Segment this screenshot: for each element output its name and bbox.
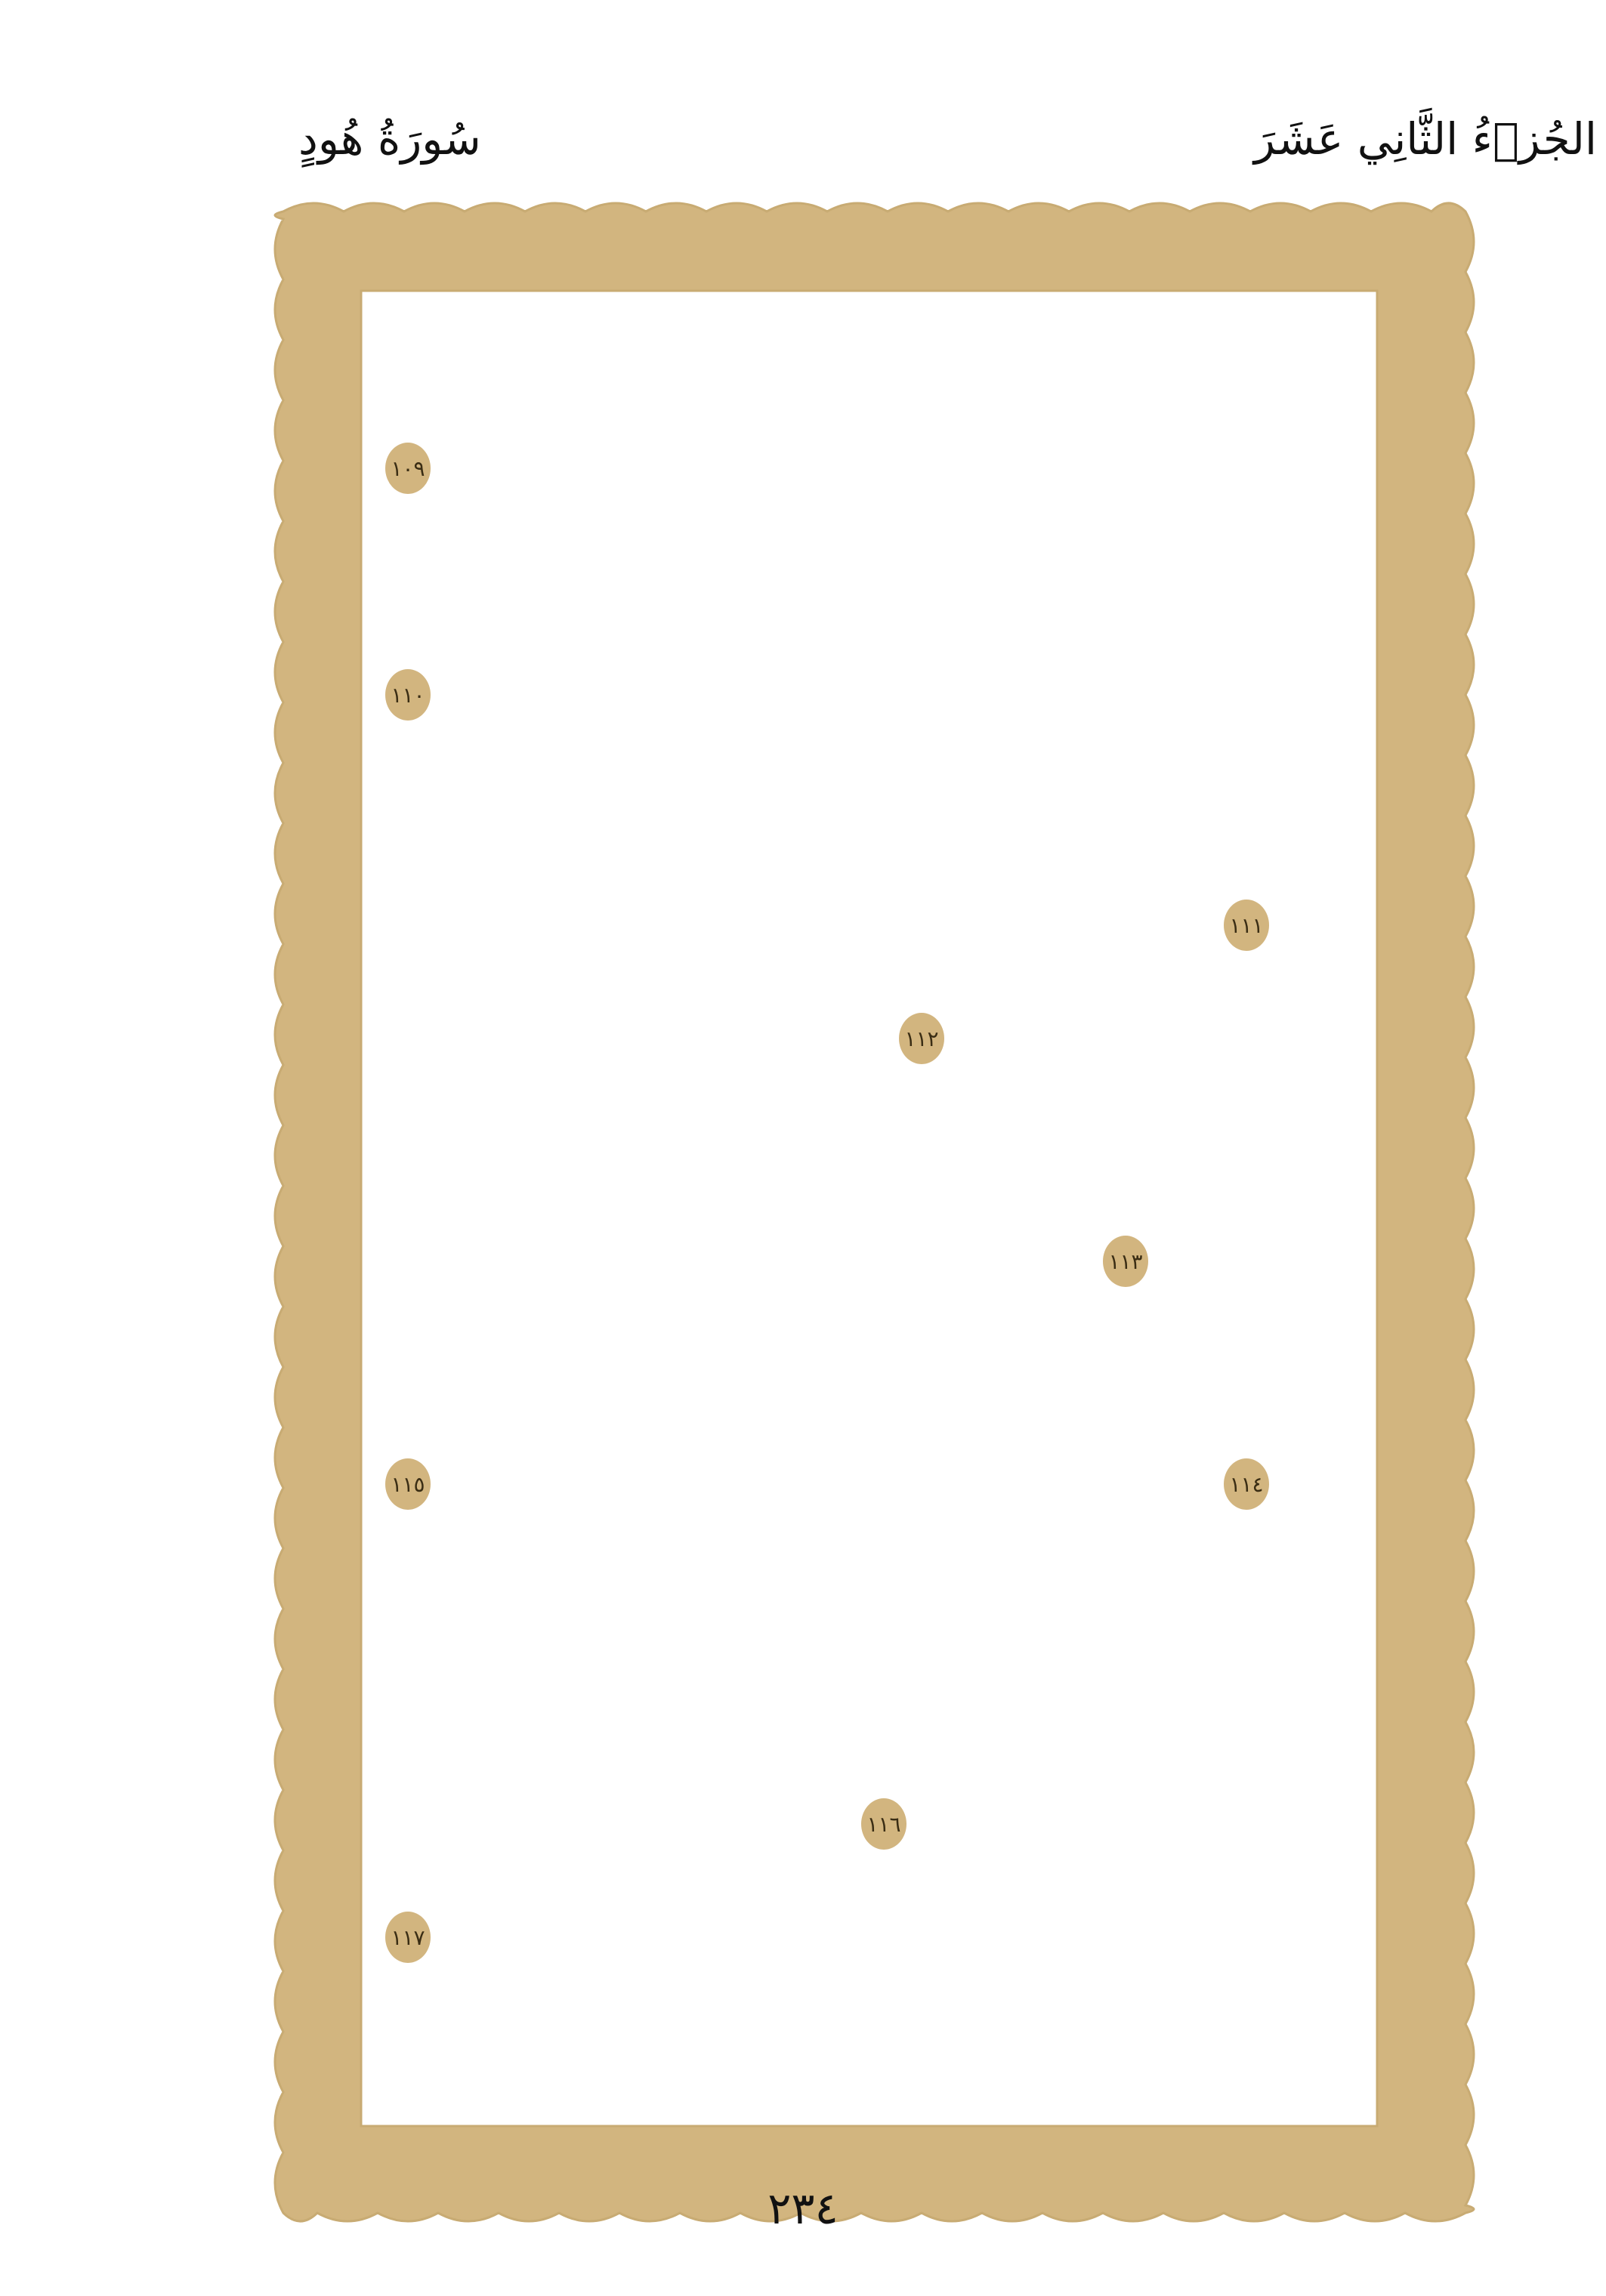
verse-marker — [385, 1458, 431, 1510]
verse-number: ١١٧ — [391, 1925, 425, 1950]
verse-marker — [861, 1798, 906, 1850]
verse-marker — [385, 1912, 431, 1963]
verse-number: ١١٣ — [1108, 1249, 1143, 1274]
verse-number: ١١٠ — [391, 683, 425, 708]
verse-number: ١١٥ — [391, 1472, 425, 1497]
verse-marker — [1103, 1236, 1148, 1287]
verse-number: ١١٢ — [904, 1026, 939, 1051]
verse-number: ١١٦ — [866, 1812, 901, 1837]
page-number: ٢٣٤ — [767, 2183, 839, 2234]
verse-marker — [385, 669, 431, 721]
verse-marker — [1224, 1458, 1269, 1510]
verse-marker — [1224, 900, 1269, 951]
verse-number: ١١١ — [1229, 913, 1264, 938]
verse-number: ١١٤ — [1229, 1472, 1264, 1497]
juz-label: الجُزۡءُ الثَّانِي عَشَرَ — [1254, 113, 1597, 165]
verse-number: ١٠٩ — [391, 456, 425, 481]
verse-marker — [385, 443, 431, 494]
surah-label: سُورَةُ هُودٍ — [298, 113, 481, 165]
verse-marker — [899, 1013, 944, 1064]
